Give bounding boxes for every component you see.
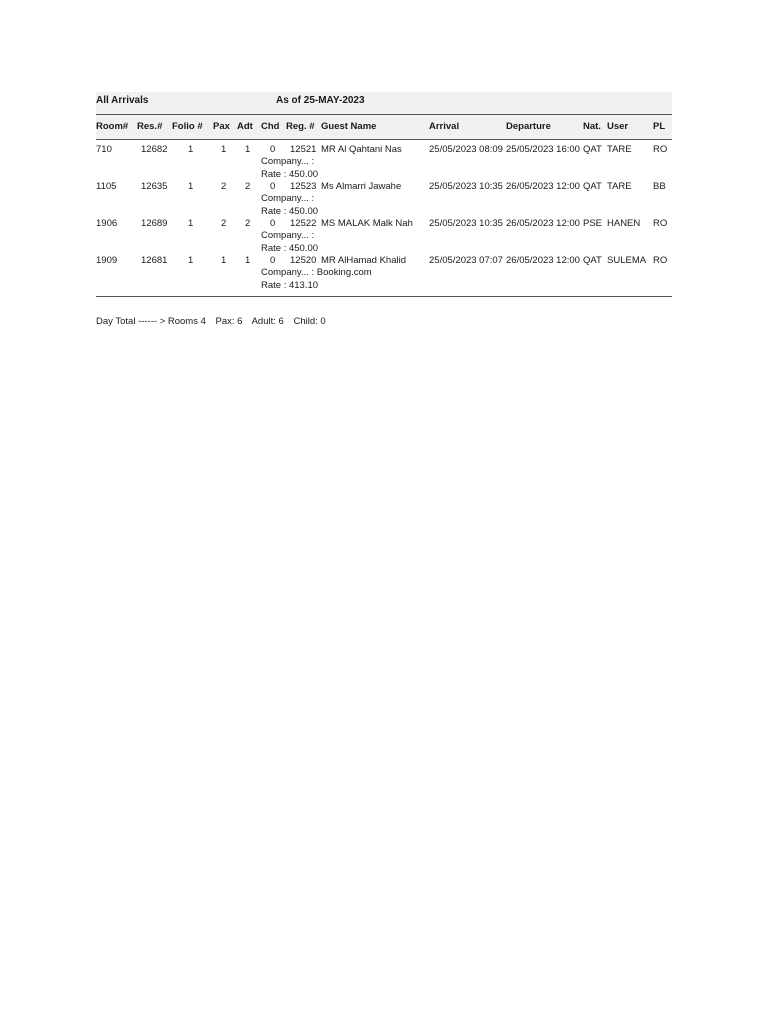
departure-cell: 26/05/2023 12:00 [506,218,580,229]
col-arrival: Arrival [429,121,460,132]
pax-cell: 1 [221,255,227,266]
company-line: Company... : Booking.com [261,267,372,279]
table-row [96,144,672,181]
col-guest: Guest Name [321,121,377,132]
user-cell: SULEMA [607,255,647,266]
folio-cell: 1 [188,181,194,192]
adt-cell: 2 [245,218,251,229]
res-cell: 12682 [141,144,168,155]
pl-cell: RO [653,218,668,229]
user-cell: HANEN [607,218,641,229]
arrival-cell: 25/05/2023 07:07 [429,255,503,266]
pl-cell: RO [653,255,668,266]
pax-cell: 2 [221,218,227,229]
col-pax: Pax [213,121,230,132]
arrival-cell: 25/05/2023 08:09 [429,144,503,155]
guest-cell: MS MALAK Malk Nah [321,218,413,229]
adt-cell: 1 [245,255,251,266]
report-title: All Arrivals [96,95,149,106]
guest-cell: Ms Almarri Jawahe [321,181,402,192]
res-cell: 12681 [141,255,168,266]
room-cell: 1909 [96,255,118,266]
day-total-child: Child: 0 [293,316,326,327]
departure-cell: 25/05/2023 16:00 [506,144,580,155]
reg-cell: 12523 [290,181,317,192]
res-cell: 12689 [141,218,168,229]
folio-cell: 1 [188,218,194,229]
column-header-row [96,114,672,140]
company-line: Company... : [261,230,315,242]
col-chd: Chd [261,121,280,132]
col-user: User [607,121,629,132]
day-total-rooms: Day Total ------ > Rooms 4 [96,316,206,327]
col-adt: Adt [237,121,253,132]
col-reg: Reg. # [286,121,315,132]
nat-cell: PSE [583,218,603,229]
company-line: Company... : [261,156,315,168]
col-departure: Departure [506,121,551,132]
nat-cell: QAT [583,144,602,155]
col-room: Room# [96,121,129,132]
table-bottom-divider [96,296,672,297]
pl-cell: RO [653,144,668,155]
adt-cell: 1 [245,144,251,155]
day-total-adult: Adult: 6 [251,316,284,327]
day-total-pax: Pax: 6 [215,316,243,327]
res-cell: 12635 [141,181,168,192]
table-row [96,181,672,218]
guest-cell: MR AlHamad Khalid [321,255,407,266]
day-total-summary [96,316,333,327]
room-cell: 1906 [96,218,118,229]
room-cell: 1105 [96,181,117,192]
chd-cell: 0 [270,181,276,192]
rate-line: Rate : 413.10 [261,279,319,291]
rate-line: Rate : 450.00 [261,205,319,217]
departure-cell: 26/05/2023 12:00 [506,255,580,266]
guest-cell: MR Al Qahtani Nas [321,144,402,155]
arrival-cell: 25/05/2023 10:35 [429,181,503,192]
reg-cell: 12521 [290,144,317,155]
nat-cell: QAT [583,181,602,192]
col-pl: PL [653,121,666,132]
report-title-band [96,92,672,114]
reg-cell: 12520 [290,255,317,266]
col-folio: Folio # [172,121,203,132]
table-row [96,255,672,292]
col-nat: Nat. [583,121,601,132]
rate-line: Rate : 450.00 [261,242,319,254]
user-cell: TARE [607,181,632,192]
col-res: Res.# [137,121,163,132]
chd-cell: 0 [270,144,276,155]
rate-line: Rate : 450.00 [261,168,319,180]
arrivals-table-body [96,144,672,292]
pl-cell: BB [653,181,666,192]
pax-cell: 2 [221,181,227,192]
arrivals-report [96,92,672,297]
adt-cell: 2 [245,181,251,192]
arrival-cell: 25/05/2023 10:35 [429,218,503,229]
chd-cell: 0 [270,218,276,229]
departure-cell: 26/05/2023 12:00 [506,181,580,192]
company-line: Company... : [261,193,315,205]
table-row [96,218,672,255]
chd-cell: 0 [270,255,276,266]
room-cell: 710 [96,144,112,155]
folio-cell: 1 [188,144,194,155]
pax-cell: 1 [221,144,227,155]
nat-cell: QAT [583,255,602,266]
folio-cell: 1 [188,255,194,266]
report-date: As of 25-MAY-2023 [276,95,365,106]
user-cell: TARE [607,144,632,155]
reg-cell: 12522 [290,218,317,229]
